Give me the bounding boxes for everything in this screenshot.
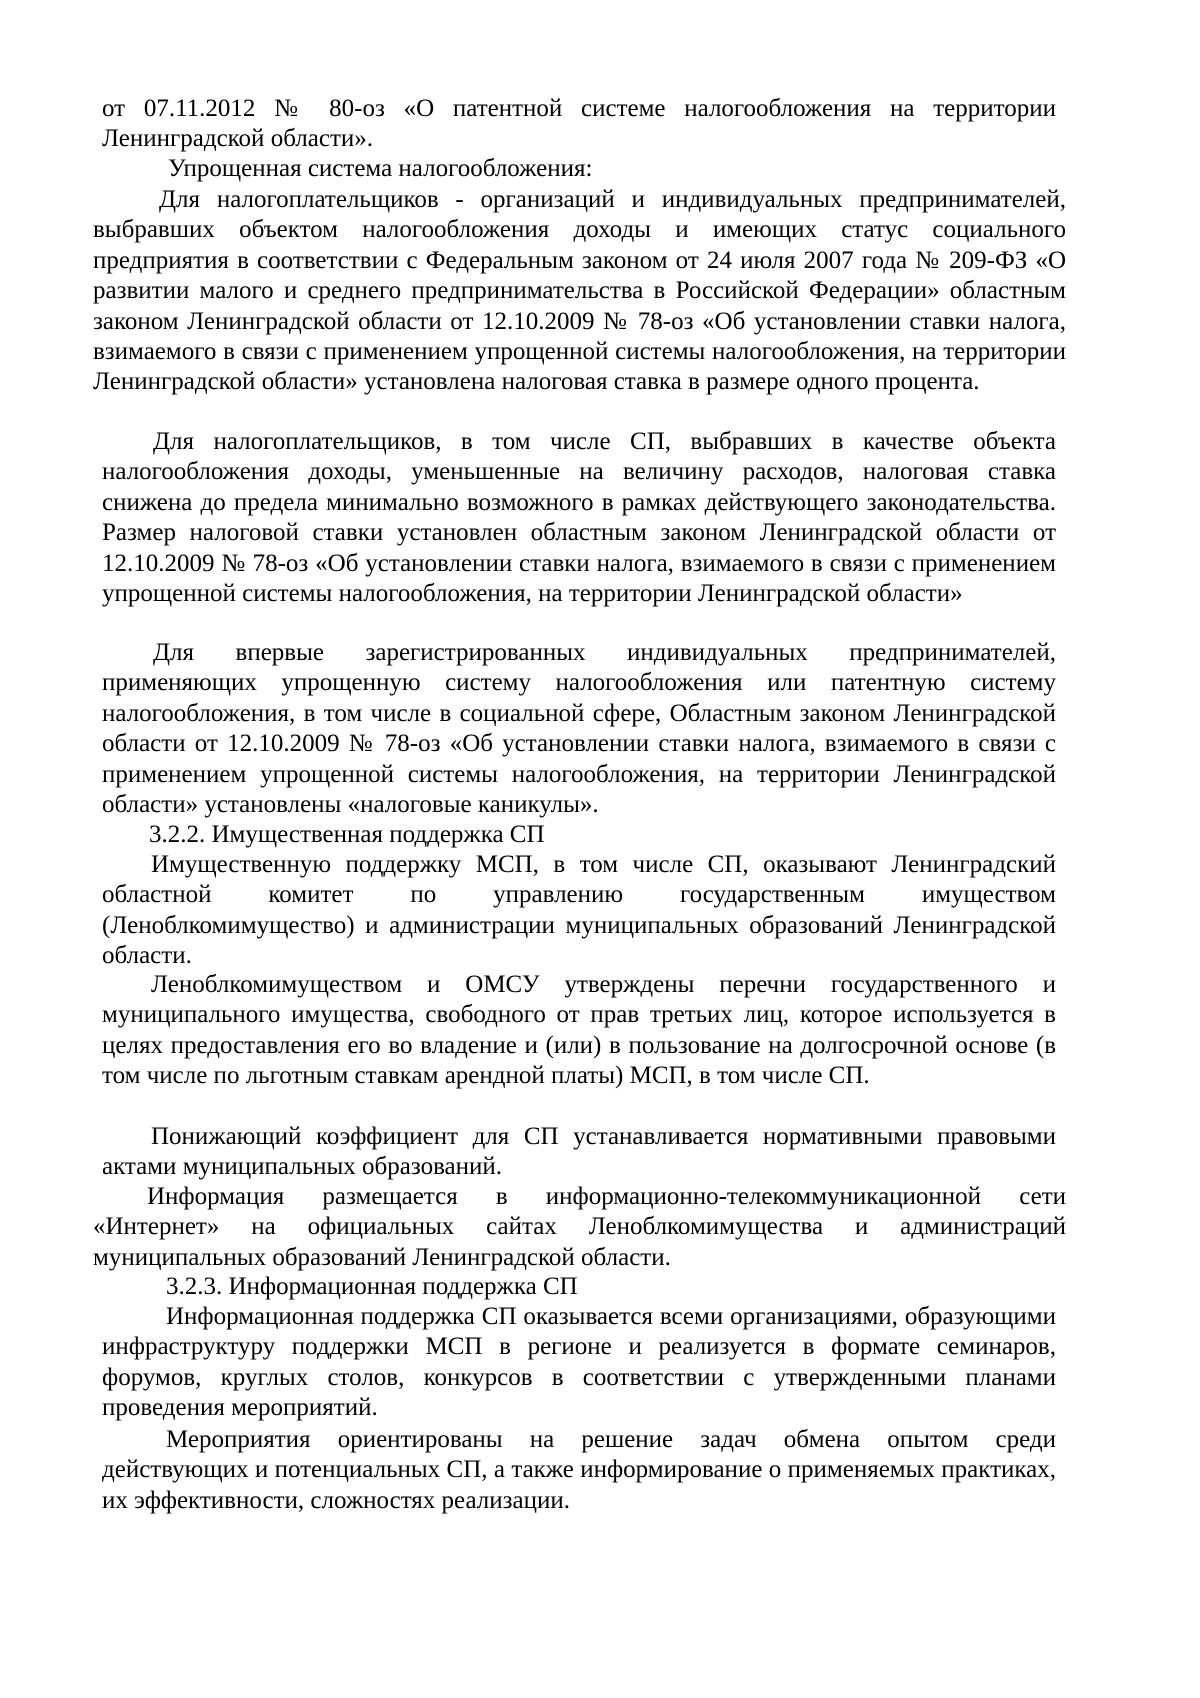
paragraph-patent-law: от 07.11.2012 № 80-оз «О патентной системе налогообложения на территории Ленинградской области». <box>102 95 1056 153</box>
paragraph-income-minus-expenses: Для налогоплательщиков, в том числе СП, выбравших в качестве объекта налогообложения доходы, уменьшенные на величину расходов, налоговая ставка снижена до предела минимально возможного в рамках действующего законодательства. Размер налоговой ставки установлен областным законом Ленинградской области от 12.10.2009 № 78-оз «Об установлении ставки налога, взимаемого в связи с применением упрощенной системы налогообложения, на территории Ленинградской области» <box>102 428 1056 608</box>
paragraph-reduction-coefficient: Понижающий коэффициент для СП устанавливается нормативными правовыми актами муниципальных образований. <box>102 1123 1056 1181</box>
heading-property-support: 3.2.2. Имущественная поддержка СП <box>149 821 545 848</box>
heading-simplified-tax: Упрощенная система налогообложения: <box>168 155 593 182</box>
paragraph-tax-holidays: Для впервые зарегистрированных индивидуальных предпринимателей, применяющих упрощенную систему налогообложения или патентную систему налогообложения, в том числе в социальной сфере, Областным законом Ленинградской области от 12.10.2009 № 78-оз «Об установлении ставки налога, взимаемого в связи с применением упрощенной системы налогообложения, на территории Ленинградской области» установлены «налоговые каникулы». <box>102 639 1056 819</box>
paragraph-social-enterprise-rate: Для налогоплательщиков - организаций и индивидуальных предпринимателей, выбравших объектом налогообложения доходы и имеющих статус социального предприятия в соответствии с Федеральным законом от 24 июля 2007 года № 209-ФЗ «О развитии малого и среднего предпринимательства в Российской Федерации» областным законом Ленинградской области от 12.10.2009 № 78-оз «Об установлении ставки налога, взимаемого в связи с применением упрощенной системы налогообложения, на территории Ленинградской области» установлена налоговая ставка в размере одного процента. <box>93 186 1066 396</box>
paragraph-events-goals: Мероприятия ориентированы на решение задач обмена опытом среди действующих и потенциальных СП, а также информирование о применяемых практиках, их эффективности, сложностях реализации. <box>102 1426 1056 1514</box>
paragraph-information-support-orgs: Информационная поддержка СП оказывается всеми организациями, образующими инфраструктуру поддержки МСП в регионе и реализуется в формате семинаров, форумов, круглых столов, конкурсов в соответствии с утвержденными планами проведения мероприятий. <box>102 1303 1056 1422</box>
paragraph-property-support-bodies: Имущественную поддержку МСП, в том числе СП, оказывают Ленинградский областной комитет по управлению государственным имуществом (Леноблкомимущество) и администрации муниципальных образований Ленинградской области. <box>102 851 1056 970</box>
heading-information-support: 3.2.3. Информационная поддержка СП <box>166 1273 578 1300</box>
paragraph-information-internet: Информация размещается в информационно-телекоммуникационной сети «Интернет» на официальных сайтах Леноблкомимущества и администраций муниципальных образований Ленинградской области. <box>93 1183 1066 1271</box>
paragraph-property-lists: Леноблкомимуществом и ОМСУ утверждены перечни государственного и муниципального имущества, свободного от прав третьих лиц, которое используется в целях предоставления его во владение и (или) в пользование на долгосрочной основе (в том числе по льготным ставкам арендной платы) МСП, в том числе СП. <box>102 971 1056 1090</box>
